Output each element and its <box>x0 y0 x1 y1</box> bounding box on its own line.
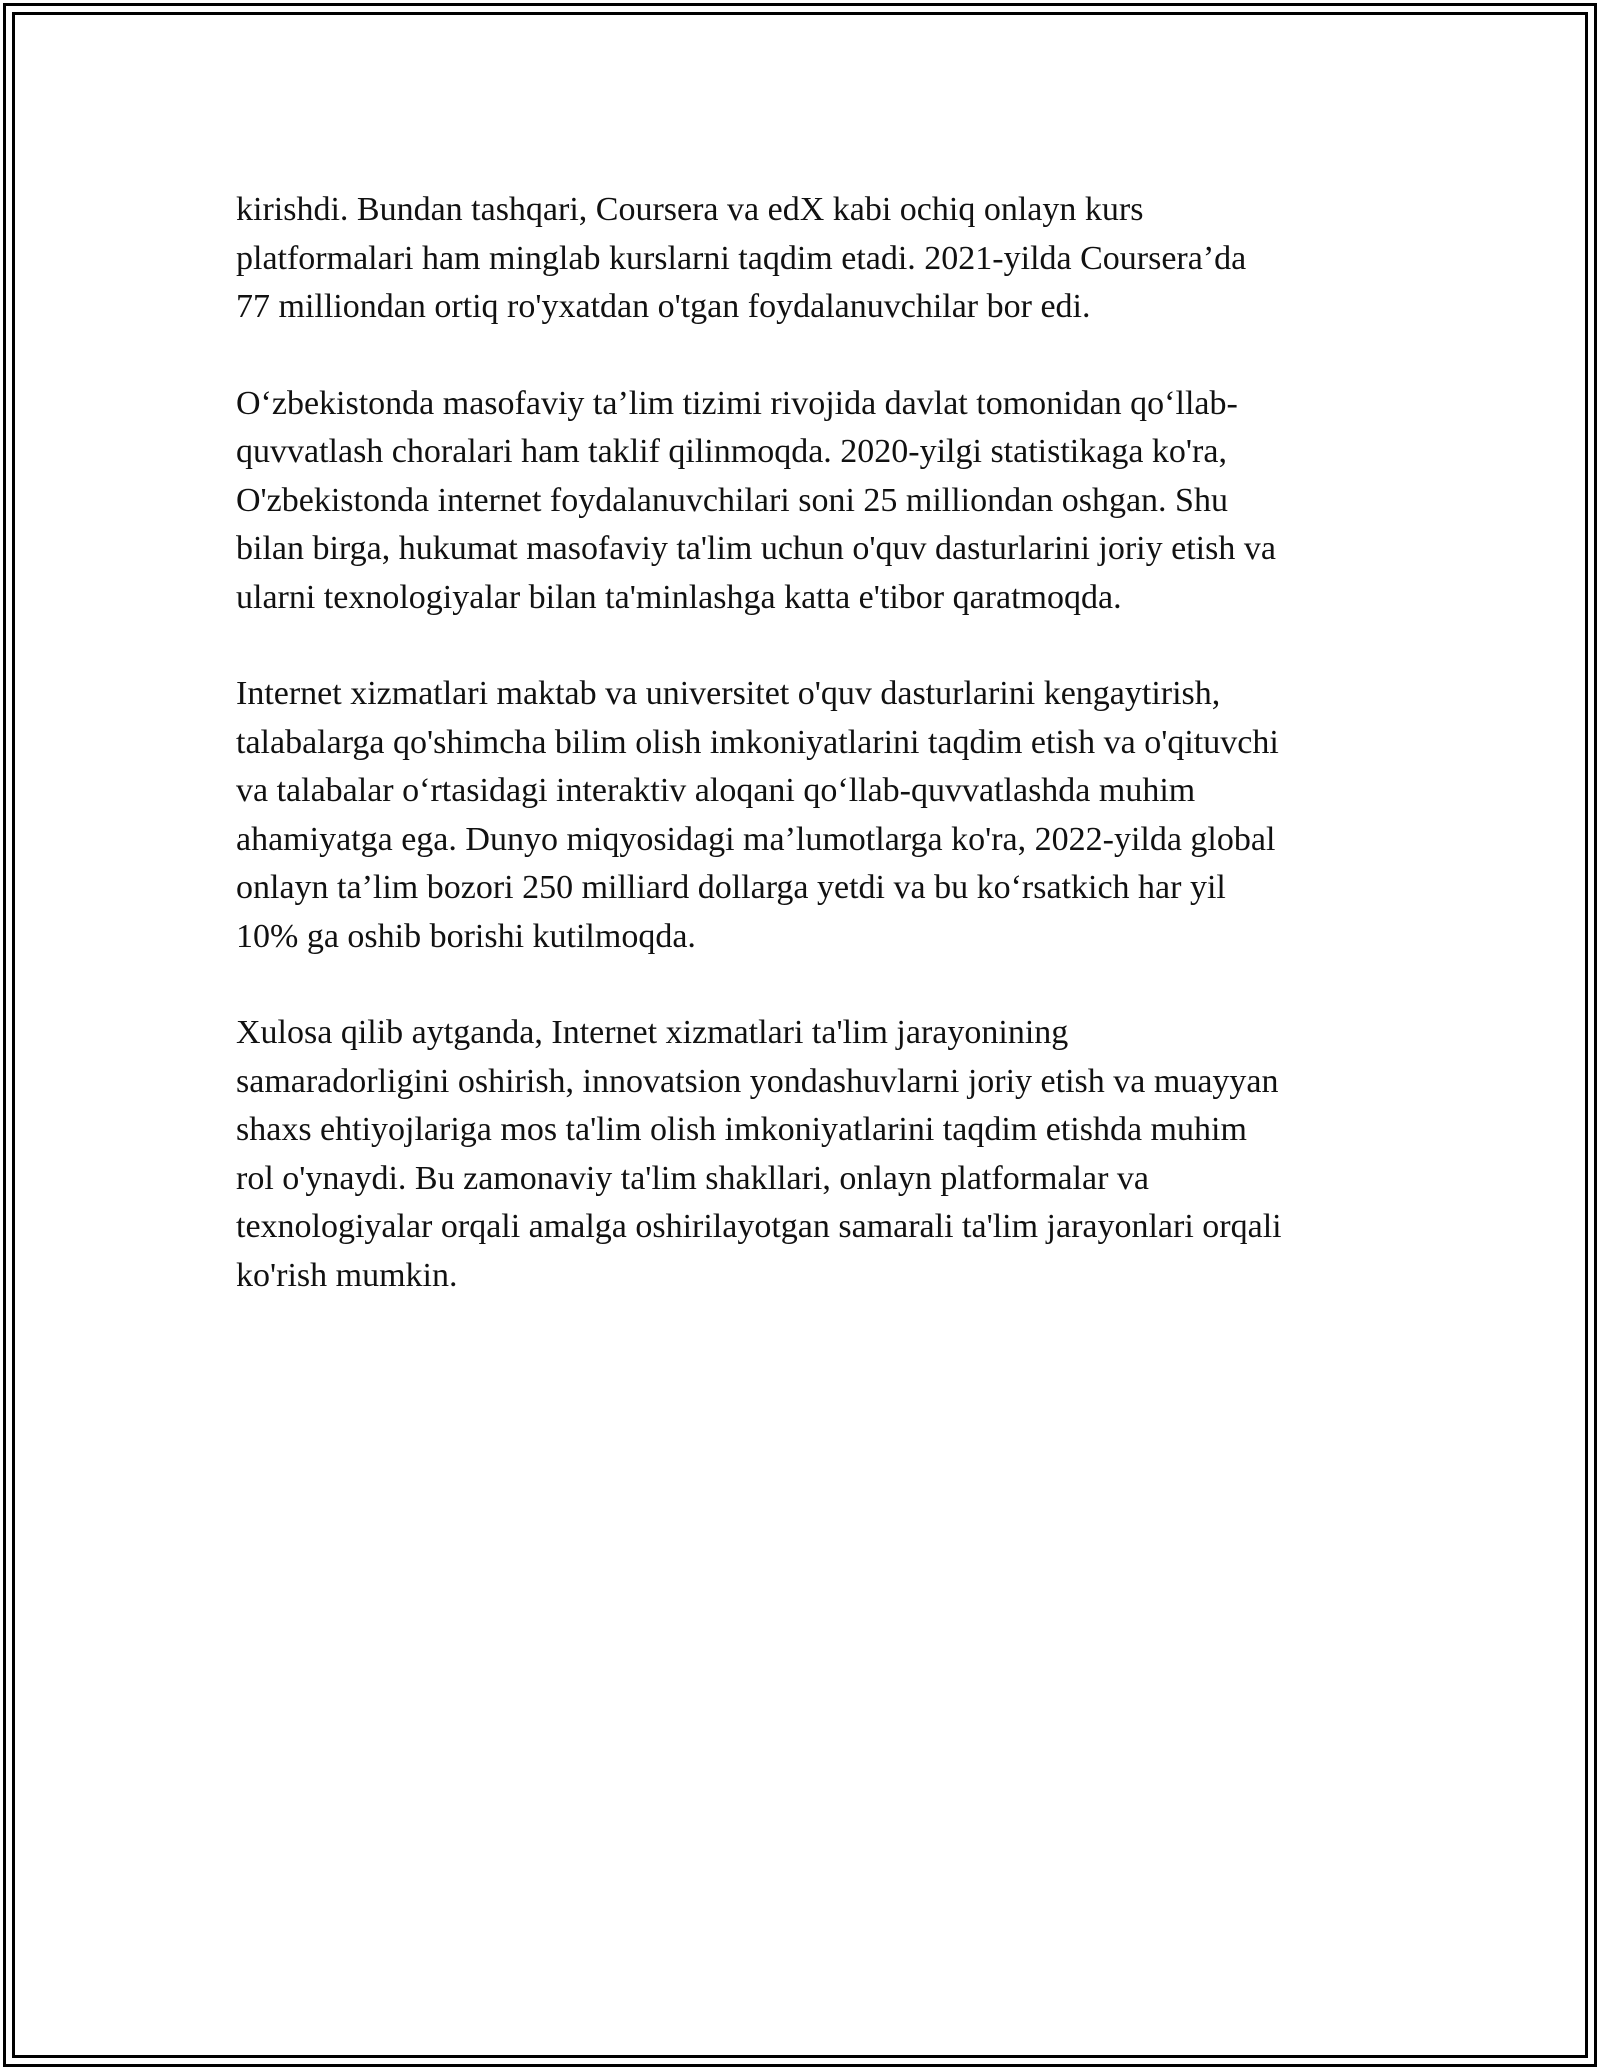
paragraph-uzbekistan-distance-learning: O‘zbekistonda masofaviy ta’lim tizimi rivojida davlat tomonidan qo‘llab- quvvatlash choralari ham taklif qilinmoqda. 2020-yilgi statistikaga ko'ra, O'zbekistonda internet foydalanuvchilari soni 25 milliondan oshgan. Shu bilan birga, hukumat masofaviy ta'lim uchun o'quv dasturlarini joriy etish va ularni texnologiyalar bilan ta'minlashga katta e'tibor qaratmoqda. <box>236 384 1276 616</box>
paragraph-conclusion: Xulosa qilib aytganda, Internet xizmatlari ta'lim jarayonining samaradorligini oshirish, innovatsion yondashuvlarni joriy etish va muayyan shaxs ehtiyojlariga mos ta'lim olish imkoniyatlarini taqdim etishda muhim rol o'ynaydi. Bu zamonaviy ta'lim shakllari, onlayn platformalar va texnologiyalar orqali amalga oshirilayotgan samarali ta'lim jarayonlari orqali ko'rish mumkin. <box>236 1014 1282 1294</box>
paragraph-internet-services: Internet xizmatlari maktab va universitet o'quv dasturlarini kengaytirish, talabalarga qo'shimcha bilim olish imkoniyatlarini taqdim etish va o'qituvchi va talabalar o‘rtasidagi interaktiv aloqani qo‘llab-quvvatlashda muhim ahamiyatga ega. Dunyo miqyosidagi ma’lumotlarga ko'ra, 2022-yilda global onlayn ta’lim bozori 250 milliard dollarga yetdi va bu ko‘rsatkich har yil 10% ga oshib borishi kutilmoqda. <box>236 675 1279 955</box>
document-body <box>236 186 1396 1348</box>
paragraph-coursera: kirishdi. Bundan tashqari, Coursera va edX kabi ochiq onlayn kurs platformalari ham minglab kurslarni taqdim etadi. 2021-yilda Coursera’da 77 milliondan ortiq ro'yxatdan o'tgan foydalanuvchilar bor edi. <box>236 191 1247 325</box>
